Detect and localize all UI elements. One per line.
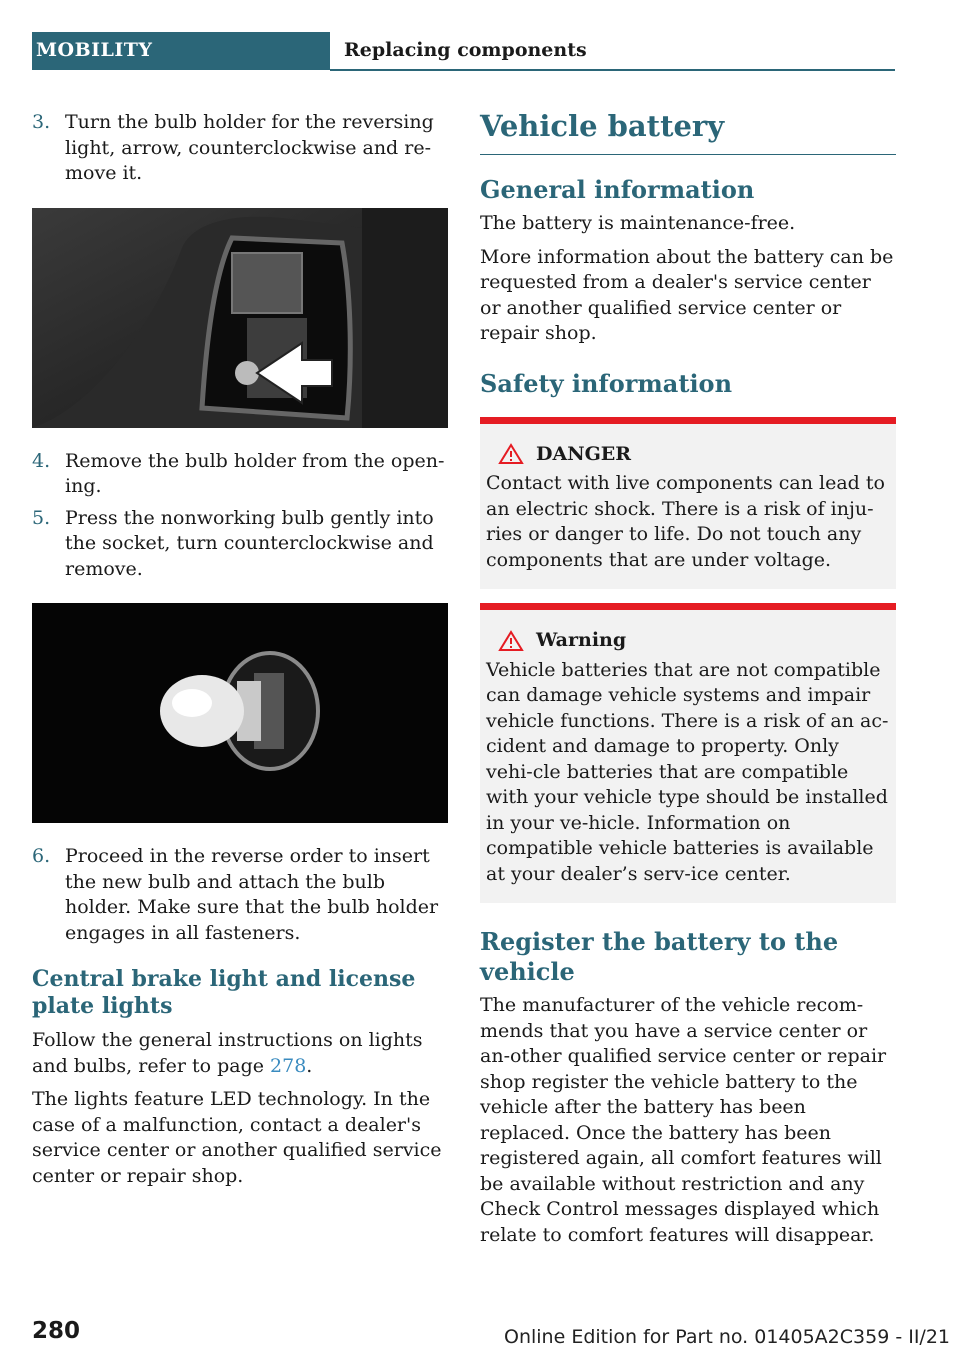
left-column [32,110,448,1197]
notice-title [486,628,890,654]
step-text: Proceed in the reverse order to insert the new bulb and attach the bulb holder. Make sure that the bulb holder engages in all fasteners. [65,845,439,944]
notice-title [486,442,890,468]
general-info-paragraph-2: More information about the battery can be requested from a dealer's service center or another qualified service center or repair shop. [480,245,894,344]
edition-footer: Online Edition for Part no. 01405A2C359 - II/21 [504,1326,951,1348]
step-number: 6. [32,845,51,867]
brake-light-paragraph-1 [32,1028,448,1079]
warning-notice [480,603,896,903]
step-3 [32,110,448,187]
brake-light-heading: Central brake light and license plate lights [32,966,416,1019]
register-battery-heading: Register the battery to the vehicle [480,927,839,986]
step-5 [32,506,448,583]
bulb-and-socket-photo [32,603,448,823]
step-text: Turn the bulb holder for the reversing light, arrow, counterclockwise and re-move it. [65,111,434,184]
general-info-heading: General information [480,175,755,204]
header-rule [330,69,895,71]
page-number: 280 [32,1318,81,1344]
paragraph-text: . [306,1054,313,1077]
safety-info-heading: Safety information [480,368,733,398]
right-column [480,106,896,1256]
reversing-light-bulb-holder-photo [32,208,448,428]
warning-triangle-icon [498,630,524,652]
register-battery-paragraph: The manufacturer of the vehicle recom-mends that you have a service center or an-other qualified service center or repair shop register the vehicle battery to the vehicle after the battery has been replaced. Once the battery has been registered again, all comfort features will be available without restriction and any Check Control messages displayed which relate to comfort features will disappear. [480,994,887,1246]
step-4 [32,449,448,500]
danger-label: DANGER [536,442,632,465]
warning-label: Warning [536,629,627,651]
header-section-label: MOBILITY [36,39,153,61]
header-section-tab [32,32,330,70]
warning-triangle-icon [498,443,524,465]
step-text: Remove the bulb holder from the open-ing. [65,449,445,497]
header-chapter-title: Replacing components [344,39,587,61]
warning-text: Vehicle batteries that are not compatible can damage vehicle systems and impair vehicle functions. There is a risk of an ac-cident and damage to property. Only vehi-cle batteries that are compatible with your vehicle type should be installed in your ve-hicle. Information on compatible vehicle batteries is available at your dealer’s serv-ice center. [486,658,889,885]
danger-text: Contact with live components can lead to an electric shock. There is a risk of inju-ries or danger to life. Do not touch any components that are under voltage. [486,472,885,571]
step-number: 3. [32,111,51,133]
danger-notice [480,417,896,590]
brake-light-paragraph-2: The lights feature LED technology. In the case of a malfunction, contact a dealer's service center or another qualified service center or repair shop. [32,1088,442,1187]
paragraph-text: Follow the general instructions on lights and bulbs, refer to page [32,1029,423,1077]
step-number: 4. [32,449,51,472]
step-6 [32,844,448,946]
section-title: Vehicle battery [480,106,896,155]
step-text: Press the nonworking bulb gently into the socket, turn counterclockwise and remove. [65,506,434,580]
page-reference-link[interactable]: 278 [270,1054,307,1077]
step-number: 5. [32,506,51,529]
general-info-paragraph-1: The battery is maintenance-free. [480,212,796,234]
